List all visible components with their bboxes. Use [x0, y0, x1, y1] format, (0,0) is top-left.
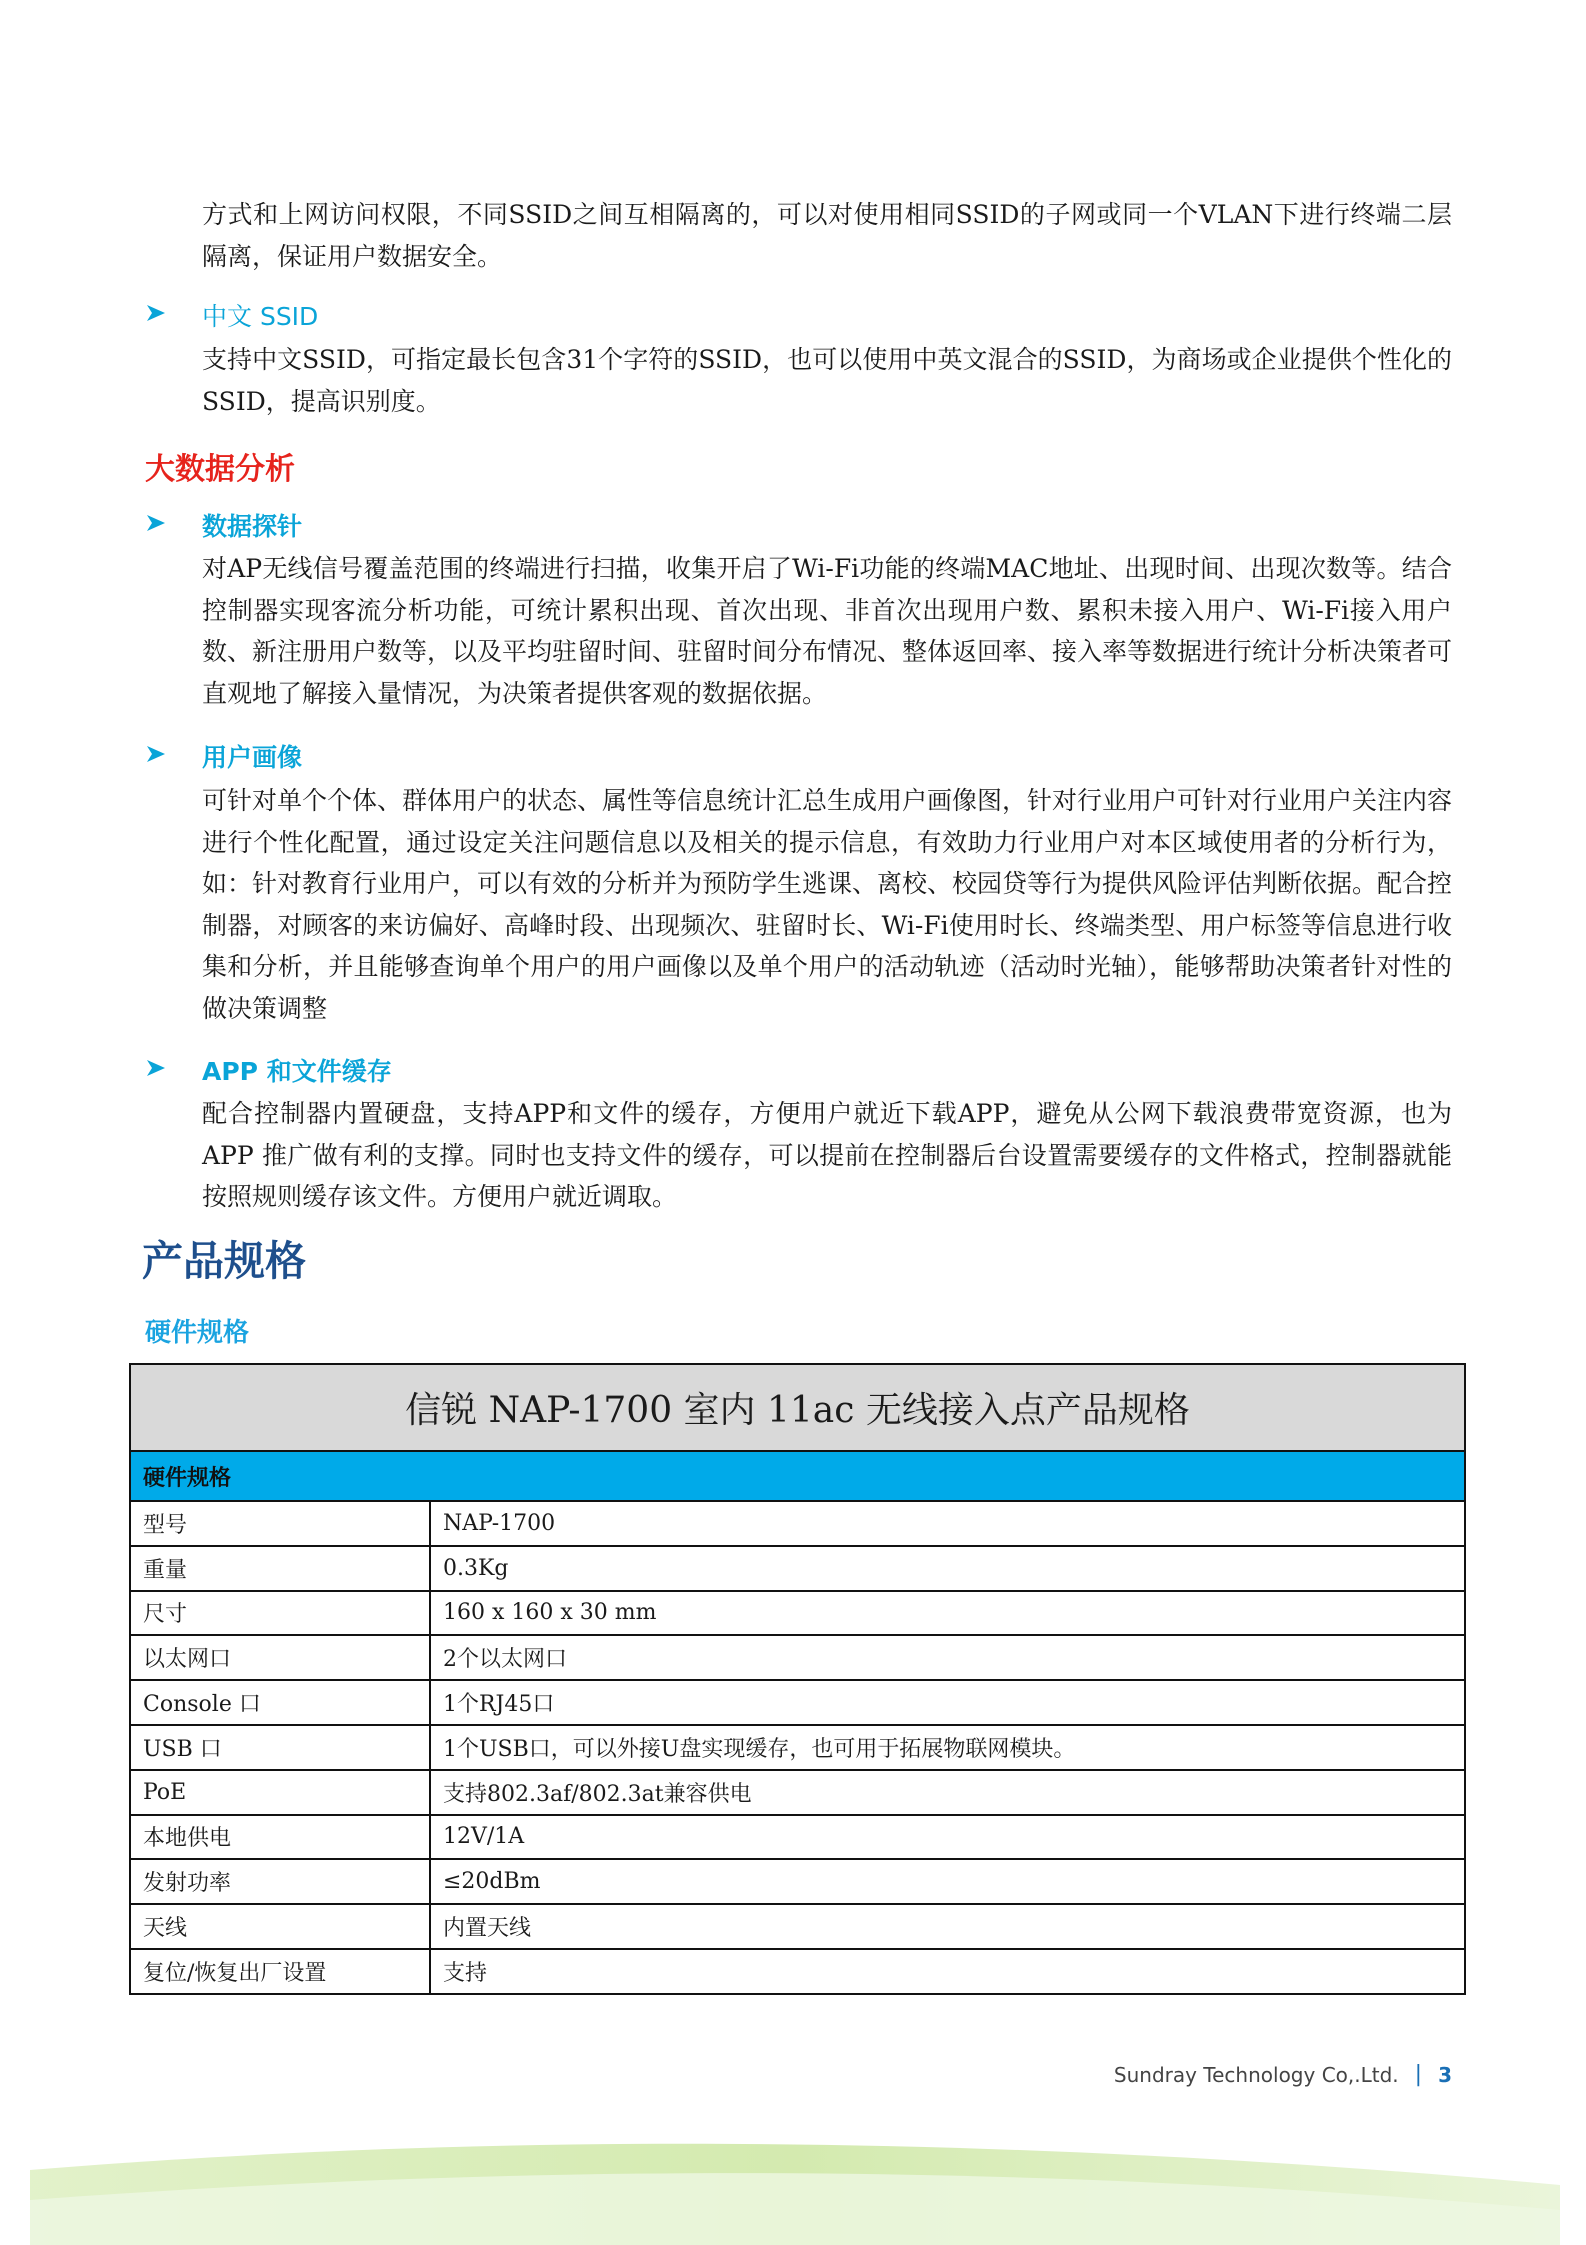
- row-value: 支持: [430, 1949, 1465, 1994]
- table-row: [130, 1680, 1465, 1725]
- section-heading-product-spec: 产品规格: [142, 1237, 306, 1285]
- row-value: 1个RJ45口: [430, 1680, 1465, 1725]
- table-row: [130, 1904, 1465, 1949]
- bullet-title: APP 和文件缓存: [202, 1057, 392, 1086]
- row-label: 以太网口: [130, 1635, 430, 1680]
- page-number: 3: [1438, 2062, 1452, 2087]
- page-footer: [1114, 2062, 1452, 2087]
- table-row: [130, 1859, 1465, 1904]
- user-profile-paragraph: 可针对单个个体、群体用户的状态、属性等信息统计汇总生成用户画像图，针对行业用户可针对行业用户关注内容进行个性化配置，通过设定关注问题信息以及相关的提示信息，有效助力行业用户对本区域使用者的分析行为，如：针对教育行业用户，可以有效的分析并为预防学生逃课、离校、校园贷等行为提供风险评估判断依据。配合控制器，对顾客的来访偏好、高峰时段、出现频次、驻留时长、Wi-Fi使用时长、终端类型、用户标签等信息进行收集和分析，并且能够查询单个用户的用户画像以及单个用户的活动轨迹（活动时光轴），能够帮助决策者针对性的做决策调整: [202, 786, 1453, 1023]
- row-label: Console 口: [130, 1680, 430, 1725]
- row-value: 160 x 160 x 30 mm: [430, 1591, 1465, 1636]
- bullet-title: 中文 SSID: [202, 302, 319, 331]
- arrow-bullet-icon: [145, 744, 202, 768]
- table-row: [130, 1949, 1465, 1994]
- bullet-title: 用户画像: [202, 743, 303, 772]
- table-row: [130, 1725, 1465, 1770]
- app-cache-paragraph: 配合控制器内置硬盘，支持APP和文件的缓存，方便用户就近下载APP，避免从公网下载浪费带宽资源，也为 APP 推广做有利的支撑。同时也支持文件的缓存，可以提前在控制器后台设置需要缓存的文件格式，控制器就能按照规则缓存该文件。方便用户就近调取。: [202, 1099, 1452, 1211]
- chinese-ssid-paragraph: 支持中文SSID，可指定最长包含31个字符的SSID，也可以使用中英文混合的SSID，为商场或企业提供个性化的SSID，提高识别度。: [202, 345, 1452, 416]
- row-value: 1个USB口，可以外接U盘实现缓存，也可用于拓展物联网模块。: [430, 1725, 1465, 1770]
- row-label: 发射功率: [130, 1859, 430, 1904]
- bullet-chinese-ssid: [145, 297, 318, 333]
- row-value: 支持802.3af/802.3at兼容供电: [430, 1770, 1465, 1815]
- green-wave-decoration: [0, 2130, 1586, 2245]
- row-label: PoE: [130, 1770, 430, 1815]
- table-row: [130, 1815, 1465, 1860]
- row-label: 尺寸: [130, 1591, 430, 1636]
- row-label: 型号: [130, 1501, 430, 1546]
- table-row: [130, 1591, 1465, 1636]
- row-label: 复位/恢复出厂设置: [130, 1949, 430, 1994]
- data-probe-paragraph: 对AP无线信号覆盖范围的终端进行扫描，收集开启了Wi-Fi功能的终端MAC地址、出现时间、出现次数等。结合控制器实现客流分析功能，可统计累积出现、首次出现、非首次出现用户数、累积未接入用户、Wi-Fi接入用户数、新注册用户数等，以及平均驻留时间、驻留时间分布情况、整体返回率、接入率等数据进行统计分析决策者可直观地了解接入量情况，为决策者提供客观的数据依据。: [202, 554, 1453, 708]
- arrow-bullet-icon: [145, 1058, 202, 1082]
- row-label: USB 口: [130, 1725, 430, 1770]
- arrow-bullet-icon: [145, 303, 202, 327]
- row-value: ≤20dBm: [430, 1859, 1465, 1904]
- bullet-user-profile: [145, 738, 302, 774]
- row-value: NAP-1700: [430, 1501, 1465, 1546]
- table-title-row: [130, 1364, 1465, 1451]
- spec-table: [129, 1363, 1466, 1995]
- row-value: 内置天线: [430, 1904, 1465, 1949]
- table-row: [130, 1501, 1465, 1546]
- table-title: 信锐 NAP-1700 室内 11ac 无线接入点产品规格: [130, 1364, 1465, 1451]
- row-value: 12V/1A: [430, 1815, 1465, 1860]
- row-value: 0.3Kg: [430, 1546, 1465, 1591]
- row-label: 本地供电: [130, 1815, 430, 1860]
- company-name: Sundray Technology Co,.Ltd.: [1113, 2062, 1399, 2087]
- bullet-data-probe: [145, 507, 302, 543]
- table-row: [130, 1546, 1465, 1591]
- bullet-title: 数据探针: [202, 512, 303, 541]
- table-row: [130, 1635, 1465, 1680]
- row-label: 重量: [130, 1546, 430, 1591]
- table-section-row: [130, 1451, 1465, 1501]
- arrow-bullet-icon: [145, 513, 202, 537]
- table-section-label: 硬件规格: [130, 1451, 1465, 1501]
- footer-separator: |: [1414, 2062, 1423, 2087]
- row-value: 2个以太网口: [430, 1635, 1465, 1680]
- row-label: 天线: [130, 1904, 430, 1949]
- intro-paragraph: 方式和上网访问权限，不同SSID之间互相隔离的，可以对使用相同SSID的子网或同一个VLAN下进行终端二层隔离，保证用户数据安全。: [202, 200, 1452, 271]
- section-heading-big-data: 大数据分析: [145, 452, 295, 487]
- table-row: [130, 1770, 1465, 1815]
- subheading-hardware-spec: 硬件规格: [145, 1318, 250, 1348]
- bullet-app-cache: [145, 1052, 392, 1088]
